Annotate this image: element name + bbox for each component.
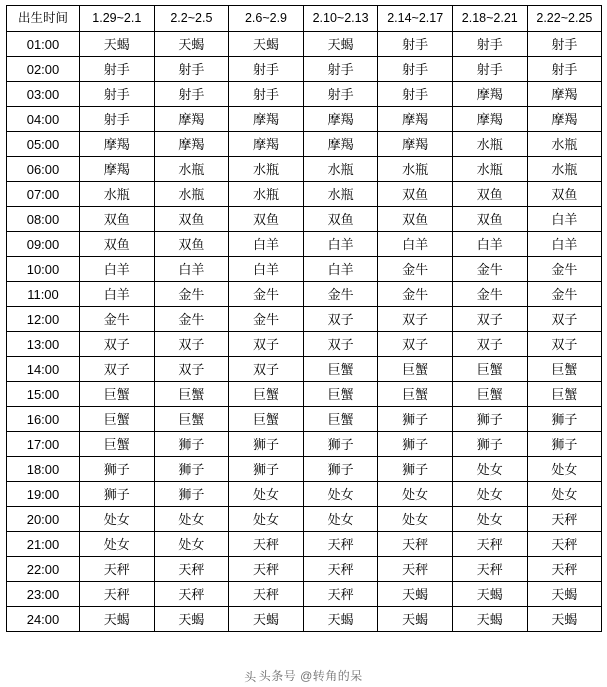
- sign-cell: 天秤: [80, 582, 155, 607]
- sign-cell: 狮子: [229, 457, 304, 482]
- sign-cell: 狮子: [452, 432, 527, 457]
- sign-cell: 双鱼: [80, 232, 155, 257]
- table-row: [7, 257, 602, 282]
- row-time-label: 04:00: [7, 107, 80, 132]
- row-time-label: 08:00: [7, 207, 80, 232]
- row-time-label: 15:00: [7, 382, 80, 407]
- sign-cell: 射手: [452, 57, 527, 82]
- row-time-label: 07:00: [7, 182, 80, 207]
- sign-cell: 处女: [452, 457, 527, 482]
- sign-cell: 白羊: [154, 257, 229, 282]
- row-time-label: 01:00: [7, 32, 80, 57]
- sign-cell: 摩羯: [80, 132, 155, 157]
- sign-cell: 处女: [80, 507, 155, 532]
- table-row: [7, 182, 602, 207]
- table-row: [7, 82, 602, 107]
- sign-cell: 狮子: [80, 482, 155, 507]
- sign-cell: 金牛: [154, 307, 229, 332]
- sign-cell: 射手: [527, 32, 602, 57]
- sign-cell: 天蝎: [80, 607, 155, 632]
- sign-cell: 摩羯: [80, 157, 155, 182]
- table-row: [7, 307, 602, 332]
- sign-cell: 摩羯: [378, 107, 453, 132]
- row-time-label: 14:00: [7, 357, 80, 382]
- sign-cell: 天蝎: [378, 607, 453, 632]
- table-row: [7, 607, 602, 632]
- sign-cell: 天秤: [527, 532, 602, 557]
- sign-cell: 水瓶: [154, 157, 229, 182]
- row-time-label: 10:00: [7, 257, 80, 282]
- sign-cell: 巨蟹: [527, 357, 602, 382]
- sign-cell: 射手: [378, 57, 453, 82]
- sign-cell: 金牛: [229, 282, 304, 307]
- sign-cell: 巨蟹: [303, 407, 378, 432]
- sign-cell: 天秤: [378, 557, 453, 582]
- sign-cell: 双子: [229, 357, 304, 382]
- sign-cell: 双鱼: [80, 207, 155, 232]
- sign-cell: 狮子: [154, 457, 229, 482]
- table-row: [7, 532, 602, 557]
- sign-cell: 双鱼: [527, 182, 602, 207]
- sign-cell: 白羊: [303, 232, 378, 257]
- sign-cell: 处女: [378, 507, 453, 532]
- column-header-time: 出生时间: [7, 6, 80, 32]
- column-header-date-range-2: 2.2~2.5: [154, 6, 229, 32]
- sign-cell: 天秤: [229, 557, 304, 582]
- column-header-date-range-4: 2.10~2.13: [303, 6, 378, 32]
- sign-cell: 巨蟹: [452, 357, 527, 382]
- sign-cell: 双子: [154, 357, 229, 382]
- sign-cell: 天蝎: [154, 32, 229, 57]
- sign-cell: 天秤: [229, 532, 304, 557]
- sign-cell: 天秤: [303, 582, 378, 607]
- row-time-label: 24:00: [7, 607, 80, 632]
- table-header-row: [7, 6, 602, 32]
- sign-cell: 狮子: [452, 407, 527, 432]
- sign-cell: 水瓶: [452, 132, 527, 157]
- sign-cell: 巨蟹: [378, 382, 453, 407]
- sign-cell: 处女: [229, 482, 304, 507]
- sign-cell: 天秤: [452, 532, 527, 557]
- sign-cell: 巨蟹: [80, 432, 155, 457]
- table-row: [7, 357, 602, 382]
- table-row: [7, 282, 602, 307]
- sign-cell: 巨蟹: [378, 357, 453, 382]
- table-row: [7, 132, 602, 157]
- sign-cell: 处女: [80, 532, 155, 557]
- sign-cell: 射手: [80, 57, 155, 82]
- sign-cell: 射手: [154, 82, 229, 107]
- sign-cell: 狮子: [154, 482, 229, 507]
- table-row: [7, 482, 602, 507]
- sign-cell: 双鱼: [229, 207, 304, 232]
- column-header-date-range-1: 1.29~2.1: [80, 6, 155, 32]
- sign-cell: 射手: [154, 57, 229, 82]
- table-body: [7, 32, 602, 632]
- sign-cell: 白羊: [452, 232, 527, 257]
- row-time-label: 02:00: [7, 57, 80, 82]
- sign-cell: 天秤: [154, 582, 229, 607]
- sign-cell: 射手: [303, 82, 378, 107]
- column-header-date-range-3: 2.6~2.9: [229, 6, 304, 32]
- sign-cell: 狮子: [154, 432, 229, 457]
- table-row: [7, 57, 602, 82]
- sign-cell: 处女: [154, 532, 229, 557]
- sign-cell: 巨蟹: [229, 407, 304, 432]
- sign-cell: 射手: [229, 82, 304, 107]
- rising-sign-table: [6, 5, 602, 632]
- sign-cell: 双子: [452, 332, 527, 357]
- sign-cell: 双子: [452, 307, 527, 332]
- sign-cell: 巨蟹: [80, 407, 155, 432]
- sign-cell: 双子: [378, 307, 453, 332]
- sign-cell: 天秤: [229, 582, 304, 607]
- sign-cell: 摩羯: [303, 132, 378, 157]
- sign-cell: 处女: [303, 507, 378, 532]
- table-row: [7, 207, 602, 232]
- sign-cell: 巨蟹: [303, 382, 378, 407]
- sign-cell: 天秤: [378, 532, 453, 557]
- sign-cell: 水瓶: [154, 182, 229, 207]
- sign-cell: 天秤: [80, 557, 155, 582]
- row-time-label: 09:00: [7, 232, 80, 257]
- column-header-date-range-6: 2.18~2.21: [452, 6, 527, 32]
- sign-cell: 处女: [229, 507, 304, 532]
- sign-cell: 巨蟹: [303, 357, 378, 382]
- sign-cell: 金牛: [378, 282, 453, 307]
- sign-cell: 天蝎: [452, 607, 527, 632]
- sign-cell: 白羊: [303, 257, 378, 282]
- sign-cell: 摩羯: [229, 132, 304, 157]
- sign-cell: 金牛: [80, 307, 155, 332]
- sign-cell: 双鱼: [378, 182, 453, 207]
- sign-cell: 狮子: [527, 432, 602, 457]
- sign-cell: 狮子: [303, 457, 378, 482]
- watermark: [0, 667, 607, 684]
- sign-cell: 摩羯: [527, 82, 602, 107]
- sign-cell: 巨蟹: [80, 382, 155, 407]
- sign-cell: 双子: [80, 332, 155, 357]
- sign-cell: 摩羯: [452, 107, 527, 132]
- table-row: [7, 32, 602, 57]
- sign-cell: 摩羯: [154, 107, 229, 132]
- sign-cell: 射手: [452, 32, 527, 57]
- sign-cell: 水瓶: [80, 182, 155, 207]
- sign-cell: 天蝎: [303, 607, 378, 632]
- sign-cell: 双子: [303, 332, 378, 357]
- sign-cell: 摩羯: [229, 107, 304, 132]
- sign-cell: 摩羯: [452, 82, 527, 107]
- sign-cell: 双鱼: [452, 207, 527, 232]
- sign-cell: 射手: [80, 107, 155, 132]
- sign-cell: 双子: [154, 332, 229, 357]
- sign-cell: 水瓶: [303, 157, 378, 182]
- sign-cell: 双子: [229, 332, 304, 357]
- sign-cell: 双鱼: [154, 207, 229, 232]
- sign-cell: 水瓶: [303, 182, 378, 207]
- sign-cell: 天蝎: [229, 32, 304, 57]
- sign-cell: 狮子: [378, 407, 453, 432]
- sign-cell: 白羊: [80, 257, 155, 282]
- sign-cell: 金牛: [378, 257, 453, 282]
- sign-cell: 金牛: [452, 257, 527, 282]
- column-header-date-range-5: 2.14~2.17: [378, 6, 453, 32]
- table-row: [7, 157, 602, 182]
- sign-cell: 处女: [303, 482, 378, 507]
- sign-cell: 摩羯: [378, 132, 453, 157]
- table-row: [7, 232, 602, 257]
- row-time-label: 22:00: [7, 557, 80, 582]
- row-time-label: 05:00: [7, 132, 80, 157]
- sign-cell: 处女: [452, 507, 527, 532]
- sign-cell: 狮子: [303, 432, 378, 457]
- sign-cell: 金牛: [154, 282, 229, 307]
- sign-cell: 射手: [378, 82, 453, 107]
- sign-cell: 巨蟹: [229, 382, 304, 407]
- sign-cell: 射手: [80, 82, 155, 107]
- row-time-label: 21:00: [7, 532, 80, 557]
- table-row: [7, 107, 602, 132]
- sign-cell: 水瓶: [378, 157, 453, 182]
- row-time-label: 17:00: [7, 432, 80, 457]
- sign-cell: 狮子: [378, 457, 453, 482]
- table-row: [7, 407, 602, 432]
- row-time-label: 18:00: [7, 457, 80, 482]
- watermark-icon: 头: [244, 670, 257, 684]
- sign-cell: 天秤: [303, 557, 378, 582]
- table-row: [7, 557, 602, 582]
- sign-cell: 双鱼: [303, 207, 378, 232]
- row-time-label: 23:00: [7, 582, 80, 607]
- row-time-label: 20:00: [7, 507, 80, 532]
- row-time-label: 16:00: [7, 407, 80, 432]
- sign-cell: 处女: [378, 482, 453, 507]
- table-row: [7, 432, 602, 457]
- row-time-label: 06:00: [7, 157, 80, 182]
- row-time-label: 11:00: [7, 282, 80, 307]
- sign-cell: 天秤: [303, 532, 378, 557]
- sign-cell: 天蝎: [229, 607, 304, 632]
- table-row: [7, 332, 602, 357]
- sign-cell: 金牛: [527, 282, 602, 307]
- sign-cell: 金牛: [527, 257, 602, 282]
- sign-cell: 水瓶: [452, 157, 527, 182]
- sign-cell: 射手: [229, 57, 304, 82]
- sign-cell: 金牛: [229, 307, 304, 332]
- sign-cell: 白羊: [527, 232, 602, 257]
- sign-cell: 天蝎: [452, 582, 527, 607]
- sign-cell: 天秤: [452, 557, 527, 582]
- sign-cell: 金牛: [303, 282, 378, 307]
- sign-cell: 巨蟹: [527, 382, 602, 407]
- sign-cell: 水瓶: [229, 157, 304, 182]
- row-time-label: 13:00: [7, 332, 80, 357]
- sign-cell: 处女: [527, 482, 602, 507]
- sign-cell: 狮子: [229, 432, 304, 457]
- sign-cell: 双鱼: [378, 207, 453, 232]
- sign-cell: 天蝎: [527, 607, 602, 632]
- sign-cell: 金牛: [452, 282, 527, 307]
- sign-cell: 处女: [452, 482, 527, 507]
- sign-cell: 天蝎: [378, 582, 453, 607]
- sign-cell: 天蝎: [527, 582, 602, 607]
- sign-cell: 水瓶: [527, 157, 602, 182]
- watermark-text: 头条号 @转角的呆: [258, 669, 363, 683]
- sign-cell: 双子: [378, 332, 453, 357]
- row-time-label: 12:00: [7, 307, 80, 332]
- sign-cell: 摩羯: [303, 107, 378, 132]
- sign-cell: 狮子: [527, 407, 602, 432]
- row-time-label: 19:00: [7, 482, 80, 507]
- sign-cell: 巨蟹: [452, 382, 527, 407]
- sign-cell: 双子: [527, 307, 602, 332]
- sign-cell: 天秤: [527, 557, 602, 582]
- sign-cell: 处女: [154, 507, 229, 532]
- sign-cell: 双鱼: [154, 232, 229, 257]
- sign-cell: 天蝎: [80, 32, 155, 57]
- sign-cell: 狮子: [378, 432, 453, 457]
- sign-cell: 双子: [303, 307, 378, 332]
- sign-cell: 狮子: [80, 457, 155, 482]
- sign-cell: 白羊: [80, 282, 155, 307]
- table-row: [7, 582, 602, 607]
- sign-cell: 白羊: [378, 232, 453, 257]
- sign-cell: 白羊: [229, 232, 304, 257]
- sign-cell: 巨蟹: [154, 407, 229, 432]
- sign-cell: 天蝎: [303, 32, 378, 57]
- column-header-date-range-7: 2.22~2.25: [527, 6, 602, 32]
- sign-cell: 天秤: [527, 507, 602, 532]
- sign-cell: 射手: [303, 57, 378, 82]
- sign-cell: 白羊: [527, 207, 602, 232]
- sign-cell: 天蝎: [154, 607, 229, 632]
- sign-cell: 巨蟹: [154, 382, 229, 407]
- sign-cell: 白羊: [229, 257, 304, 282]
- sign-cell: 射手: [527, 57, 602, 82]
- sign-cell: 天秤: [154, 557, 229, 582]
- sign-cell: 水瓶: [527, 132, 602, 157]
- sign-cell: 水瓶: [229, 182, 304, 207]
- table-row: [7, 382, 602, 407]
- table-row: [7, 457, 602, 482]
- sign-cell: 处女: [527, 457, 602, 482]
- table-row: [7, 507, 602, 532]
- sign-cell: 射手: [378, 32, 453, 57]
- sign-cell: 摩羯: [154, 132, 229, 157]
- sign-cell: 双子: [527, 332, 602, 357]
- row-time-label: 03:00: [7, 82, 80, 107]
- sign-cell: 双子: [80, 357, 155, 382]
- sign-cell: 双鱼: [452, 182, 527, 207]
- sign-cell: 摩羯: [527, 107, 602, 132]
